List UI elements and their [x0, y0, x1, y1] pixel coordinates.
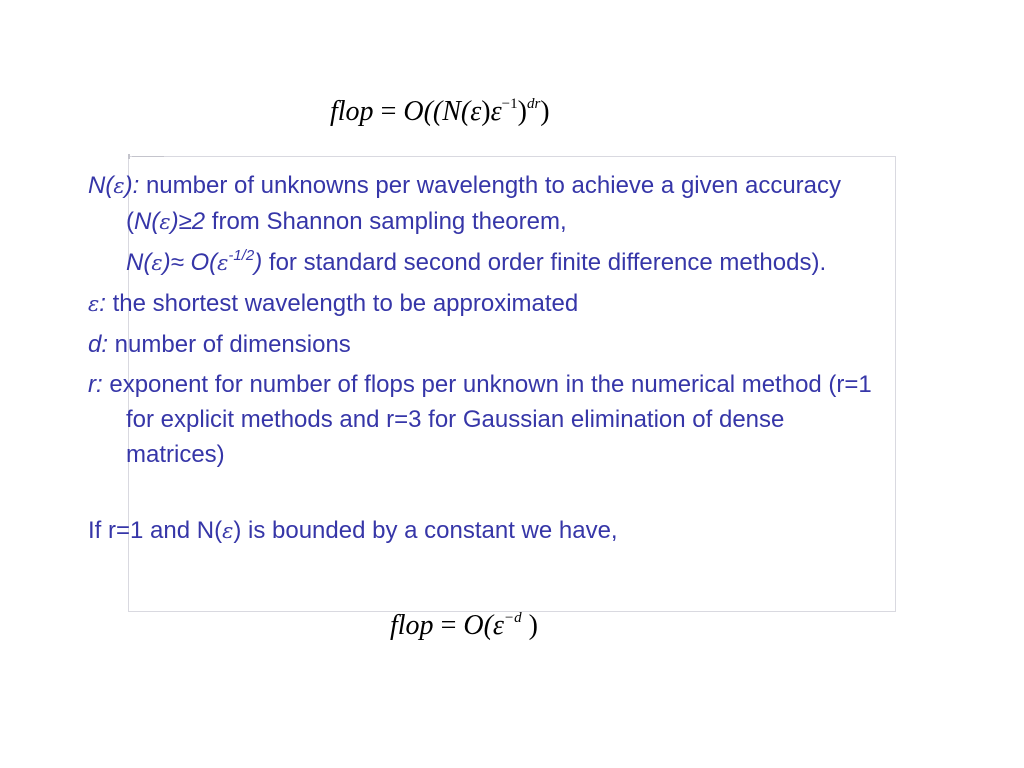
definition-r	[88, 367, 878, 472]
epsilon-symbol: ε	[470, 96, 482, 127]
formula-paren: )	[481, 96, 491, 127]
epsilon-symbol: ε	[222, 519, 234, 543]
inline-exponent: -1/2	[228, 247, 255, 264]
formula-paren: )	[521, 610, 538, 641]
definition-n-epsilon	[88, 168, 878, 240]
definition-epsilon	[88, 286, 878, 322]
conclusion-text: If r=1 and N(	[88, 517, 223, 544]
equals-sign: =	[440, 610, 464, 641]
term-label: N(	[88, 172, 114, 199]
epsilon-symbol: ε	[492, 610, 504, 641]
formula-lhs: flop	[330, 96, 374, 127]
formula-paren: )	[540, 96, 550, 127]
flop-formula-top	[330, 96, 550, 128]
definition-text: number of dimensions	[108, 331, 351, 358]
definition-text: exponent for number of flops per unknown in the numerical method (r=1 for explicit methods and r=3 for Gaussian elimination of dense matrices)	[102, 371, 872, 468]
definitions-text	[88, 168, 878, 554]
epsilon-symbol: ε	[159, 210, 171, 234]
term-label: r:	[88, 371, 103, 398]
inline-math: )	[254, 249, 263, 276]
term-label: :	[99, 290, 106, 317]
epsilon-symbol: ε	[88, 292, 100, 316]
equals-sign: =	[380, 96, 404, 127]
definition-text: the shortest wavelength to be approximated	[105, 290, 579, 317]
definition-text: for standard second order finite difference methods).	[262, 249, 827, 276]
inline-math: )≥2	[170, 208, 206, 235]
flop-formula-bottom	[390, 610, 538, 642]
definition-text: from Shannon sampling theorem,	[205, 208, 567, 235]
formula-lhs: flop	[390, 610, 434, 641]
formula-exponent-inner: −1	[501, 96, 518, 112]
epsilon-symbol: ε	[113, 174, 125, 198]
epsilon-symbol: ε	[151, 251, 163, 275]
formula-paren: )	[517, 96, 527, 127]
frame-caption-mark	[128, 154, 168, 160]
definition-text: number of unknowns per wavelength to achieve a given accuracy (	[126, 172, 842, 235]
term-label: d:	[88, 331, 109, 358]
inline-math: N(	[134, 208, 160, 235]
inline-math: N(	[126, 249, 152, 276]
epsilon-symbol: ε	[490, 96, 502, 127]
formula-exponent-outer: dr	[526, 96, 541, 112]
formula-exponent: −d	[503, 610, 522, 626]
conclusion-text: ) is bounded by a constant we have,	[233, 517, 618, 544]
term-label: ):	[124, 172, 140, 199]
formula-rhs-prefix: O(	[463, 610, 493, 641]
formula-rhs-prefix: O((N(	[403, 96, 471, 127]
inline-math: )≈ O(	[162, 249, 218, 276]
conclusion-line	[88, 513, 878, 549]
epsilon-symbol: ε	[217, 251, 229, 275]
definition-n-epsilon-note	[88, 245, 878, 281]
definition-d	[88, 327, 878, 362]
